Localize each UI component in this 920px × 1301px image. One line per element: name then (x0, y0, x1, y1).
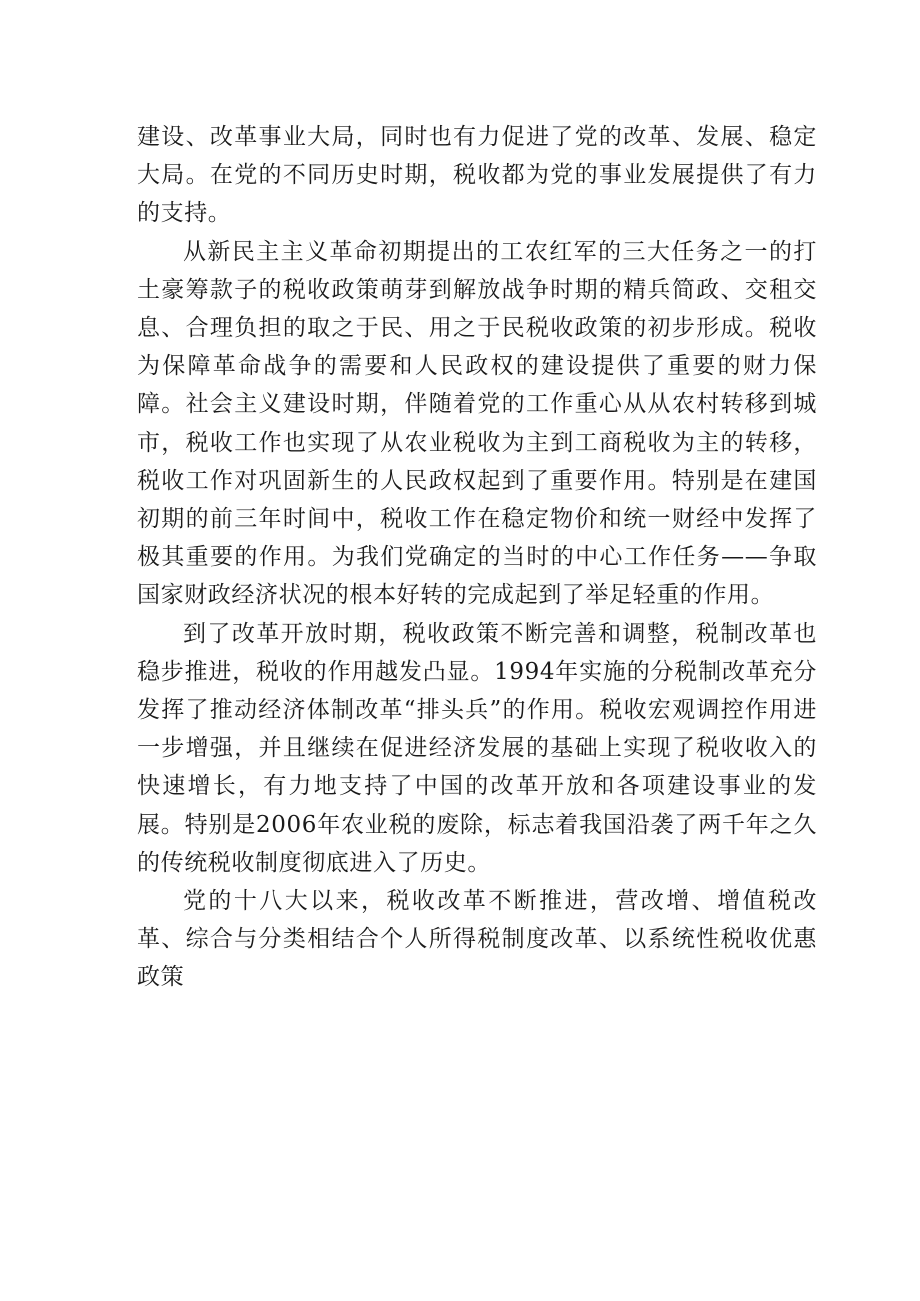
paragraph-reform-opening: 到了改革开放时期，税收政策不断完善和调整，税制改革也稳步推进，税收的作用越发凸显。1994年实施的分税制改革充分发挥了推动经济体制改革“排头兵”的作用。税收宏观调控作用进一步增强，并且继续在促进经济发展的基础上实现了税收收入的快速增长，有力地支持了中国的改革开放和各项建设事业的发展。特别是2006年农业税的废除，标志着我国沿袭了两千年之久的传统税收制度彻底进入了历史。 (137, 620, 817, 876)
document-body (137, 118, 817, 997)
paragraph-continuation: 建设、改革事业大局，同时也有力促进了党的改革、发展、稳定大局。在党的不同历史时期，税收都为党的事业发展提供了有力的支持。 (137, 124, 817, 227)
paragraph-revolution-history: 从新民主主义革命初期提出的工农红军的三大任务之一的打土豪筹款子的税收政策萌芽到解放战争时期的精兵简政、交租交息、合理负担的取之于民、用之于民税收政策的初步形成。税收为保障革命战争的需要和人民政权的建设提供了重要的财力保障。社会主义建设时期，伴随着党的工作重心从从农村转移到城市，税收工作也实现了从农业税收为主到工商税收为主的转移，税收工作对巩固新生的人民政权起到了重要作用。特别是在建国初期的前三年时间中，税收工作在稳定物价和统一财经中发挥了极其重要的作用。为我们党确定的当时的中心工作任务——争取国家财政经济状况的根本好转的完成起到了举足轻重的作用。 (137, 238, 817, 609)
paragraph-eighteenth-congress: 党的十八大以来，税收改革不断推进，营改增、增值税改革、综合与分类相结合个人所得税制度改革、以系统性税收优惠政策 (137, 888, 817, 991)
